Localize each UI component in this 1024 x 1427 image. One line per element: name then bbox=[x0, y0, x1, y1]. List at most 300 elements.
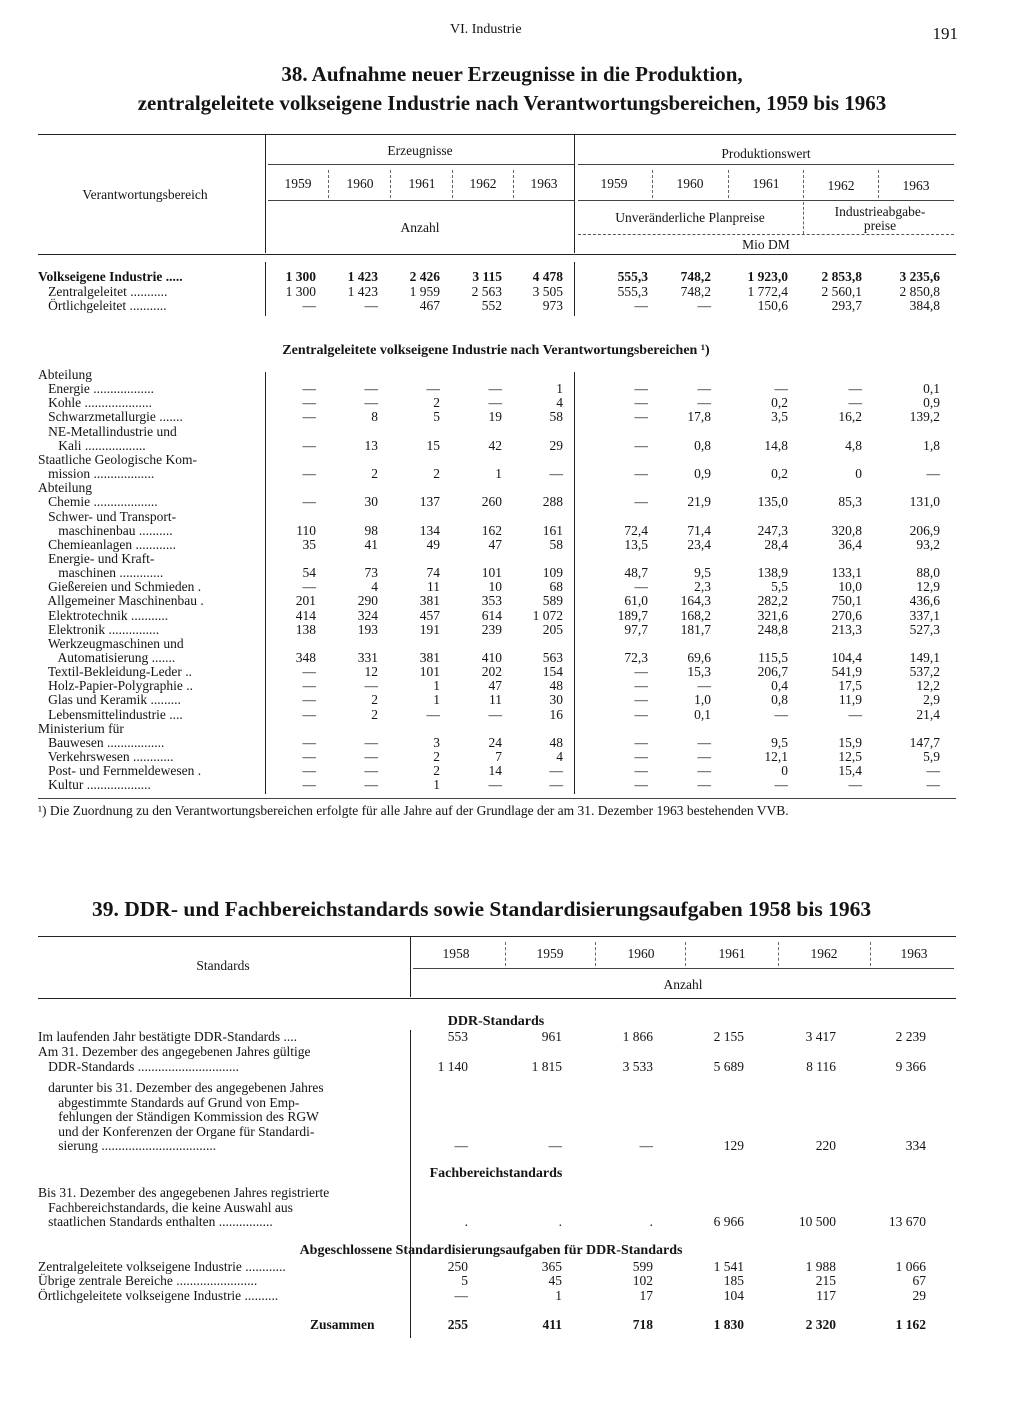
detail-row-cell: 11,9 bbox=[838, 692, 862, 708]
table39-year: 1961 bbox=[718, 946, 746, 961]
table39-cell: 13 670 bbox=[888, 1214, 926, 1229]
detail-row-label: Allgemeiner Maschinenbau . bbox=[38, 593, 204, 609]
table39-row-label: Im laufenden Jahr bestätigte DDR-Standards .... bbox=[38, 1029, 298, 1044]
detail-row-cell: 3 bbox=[433, 734, 440, 750]
group-erzeugnisse: Erzeugnisse bbox=[387, 143, 453, 158]
table39-divider bbox=[410, 937, 411, 997]
detail-row-label: Lebensmittelindustrie .... bbox=[38, 706, 183, 722]
detail-row-cell: — bbox=[848, 395, 862, 411]
table39-cell: 117 bbox=[816, 1288, 836, 1303]
detail-row-label: maschinenbau .......... bbox=[38, 522, 173, 538]
detail-row-cell: — bbox=[634, 664, 648, 680]
detail-row-cell: 131,0 bbox=[909, 494, 940, 510]
detail-row-cell: 270,6 bbox=[831, 607, 862, 623]
detail-row-cell: — bbox=[302, 749, 316, 765]
detail-row-label: NE-Metallindustrie und bbox=[38, 423, 177, 439]
table39-cell: 1 066 bbox=[895, 1259, 926, 1274]
detail-row-cell: — bbox=[302, 466, 316, 482]
detail-row-cell: 436,6 bbox=[909, 593, 940, 609]
summary-row-cell: 293,7 bbox=[831, 298, 862, 313]
detail-row-cell: — bbox=[634, 678, 648, 694]
table39-cell: 45 bbox=[548, 1273, 562, 1288]
table39-col-sep bbox=[595, 942, 596, 966]
unit-mio-dm: Mio DM bbox=[742, 237, 790, 252]
unit-preise: preise bbox=[863, 218, 897, 233]
detail-row-cell: 337,1 bbox=[909, 607, 940, 623]
detail-row-label: Schwarzmetallurgie ....... bbox=[38, 409, 183, 425]
detail-row-cell: 193 bbox=[357, 621, 378, 637]
detail-row-cell: 1,0 bbox=[694, 692, 711, 708]
detail-row-cell: — bbox=[302, 777, 316, 793]
detail-row-cell: 69,6 bbox=[687, 650, 711, 665]
detail-row-cell: 73 bbox=[364, 565, 378, 581]
detail-row-cell: 149,1 bbox=[909, 650, 940, 665]
detail-row-cell: 206,7 bbox=[757, 664, 788, 680]
summary-row-cell: — bbox=[697, 298, 711, 313]
detail-row-cell: 181,7 bbox=[680, 621, 711, 637]
table39-cell: . bbox=[464, 1214, 468, 1229]
table39-col-sep bbox=[870, 942, 871, 966]
detail-row-cell: 138,9 bbox=[757, 565, 788, 581]
detail-row-cell: — bbox=[697, 749, 711, 765]
detail-row-label: Abteilung bbox=[38, 480, 92, 496]
table39-cell: 8 116 bbox=[806, 1058, 836, 1074]
table39-cell: 553 bbox=[447, 1029, 468, 1044]
detail-row-cell: 21,4 bbox=[916, 706, 940, 722]
detail-row-cell: 2 bbox=[433, 466, 440, 482]
table39-cell: 5 bbox=[461, 1273, 468, 1288]
detail-row-cell: — bbox=[364, 678, 378, 694]
table39-cell: 1 541 bbox=[713, 1259, 744, 1274]
col-sep bbox=[390, 170, 391, 198]
detail-row-cell: 5 bbox=[433, 409, 440, 425]
detail-row-cell: 9,5 bbox=[771, 734, 788, 750]
summary-row-cell: 4 478 bbox=[532, 269, 563, 284]
summary-row-label: Volkseigene Industrie ..... bbox=[38, 269, 183, 284]
detail-row-cell: 12,1 bbox=[764, 749, 788, 765]
table39-section-heading: DDR-Standards bbox=[447, 1014, 545, 1029]
year-p-1959: 1959 bbox=[600, 176, 628, 191]
table39-cell: . bbox=[649, 1214, 653, 1229]
table39-cell: 6 966 bbox=[713, 1214, 744, 1229]
detail-row-cell: 36,4 bbox=[838, 536, 862, 552]
summary-row-cell: 3 115 bbox=[472, 269, 502, 284]
detail-row-cell: — bbox=[302, 381, 316, 397]
summary-row-label: Örtlichgeleitet ........... bbox=[38, 298, 167, 313]
col-sep bbox=[452, 170, 453, 198]
table39-row-label: Zusammen bbox=[310, 1317, 375, 1332]
detail-row-cell: 201 bbox=[295, 593, 316, 609]
unit-planpreise: Unveränderliche Planpreise bbox=[615, 210, 765, 225]
table38-title bbox=[0, 60, 1024, 118]
detail-row-cell: — bbox=[697, 395, 711, 411]
table39-cell: 215 bbox=[815, 1273, 836, 1288]
detail-row-cell: 7 bbox=[495, 749, 502, 765]
table39-row-label: darunter bis 31. Dezember des angegebenen Jahres abgestimmte Standards auf Grund von Emp- fehlungen der Ständigen Kommission des RGW und der Konferenzen der Organe für Standardi- sierung .................................. bbox=[48, 1080, 324, 1153]
table39-cell: — bbox=[548, 1138, 562, 1153]
detail-row-cell: 213,3 bbox=[831, 621, 862, 637]
detail-row-cell: — bbox=[364, 395, 378, 411]
detail-row-cell: 348 bbox=[295, 650, 316, 665]
detail-row-cell: — bbox=[364, 381, 378, 397]
detail-row-label: Ministerium für bbox=[38, 720, 124, 736]
detail-row-label: Gießereien und Schmieden . bbox=[38, 579, 202, 595]
detail-row-cell: — bbox=[302, 395, 316, 411]
detail-row-cell: 23,4 bbox=[687, 536, 711, 552]
detail-row-label: Post- und Fernmeldewesen . bbox=[38, 763, 202, 779]
table39-cell: 1 bbox=[555, 1288, 562, 1303]
detail-row-cell: 0,9 bbox=[694, 466, 711, 482]
table38-row-header: Verantwortungsbereich bbox=[82, 187, 208, 202]
summary-row-cell: 2 560,1 bbox=[821, 283, 862, 299]
detail-row-cell: 2 bbox=[371, 692, 378, 708]
detail-row-cell: 1 bbox=[433, 777, 440, 793]
detail-row-cell: 2 bbox=[433, 749, 440, 765]
detail-row-cell: 162 bbox=[481, 522, 502, 538]
detail-row-cell: — bbox=[488, 777, 502, 793]
detail-row-cell: 72,4 bbox=[624, 522, 648, 538]
summary-row-cell: 1 423 bbox=[347, 283, 378, 299]
detail-row-cell: 15,4 bbox=[838, 763, 862, 779]
detail-row-cell: — bbox=[302, 734, 316, 750]
rule-price bbox=[578, 234, 954, 235]
detail-row-cell: 537,2 bbox=[909, 664, 940, 680]
detail-row-cell: 104,4 bbox=[831, 650, 862, 665]
detail-row-cell: 135,0 bbox=[757, 494, 788, 510]
detail-row-label: Staatliche Geologische Kom- bbox=[38, 451, 197, 467]
detail-row-cell: 321,6 bbox=[757, 607, 788, 623]
summary-row-cell: 150,6 bbox=[757, 298, 788, 313]
summary-row-cell: 384,8 bbox=[909, 298, 940, 313]
year-p-1960: 1960 bbox=[676, 176, 704, 191]
summary-row-cell: 2 853,8 bbox=[821, 269, 862, 284]
detail-row-cell: 138 bbox=[295, 621, 316, 637]
summary-row-cell: — bbox=[364, 298, 378, 313]
detail-row-cell: — bbox=[697, 381, 711, 397]
table39-cell: 2 239 bbox=[895, 1029, 926, 1044]
table39-cell: 718 bbox=[632, 1317, 653, 1332]
detail-row-cell: 5,5 bbox=[771, 579, 788, 595]
year-p-1961: 1961 bbox=[752, 176, 780, 191]
detail-row-cell: 88,0 bbox=[916, 565, 940, 581]
detail-row-cell: 30 bbox=[549, 692, 563, 708]
detail-row-cell: — bbox=[634, 706, 648, 722]
detail-row-cell: — bbox=[634, 734, 648, 750]
detail-row-cell: 0,1 bbox=[694, 706, 711, 722]
summary-row-cell: 555,3 bbox=[617, 283, 648, 299]
detail-row-cell: — bbox=[302, 678, 316, 694]
detail-row-cell: 154 bbox=[542, 664, 563, 680]
detail-row-cell: 15 bbox=[426, 437, 440, 453]
section-header: VI. Industrie bbox=[450, 22, 522, 37]
detail-row-cell: 260 bbox=[481, 494, 502, 510]
table39-year: 1960 bbox=[627, 946, 655, 961]
detail-row-cell: 13,5 bbox=[624, 536, 648, 552]
table38-detail-divider bbox=[265, 372, 266, 794]
detail-row-label: Chemie ................... bbox=[38, 494, 158, 510]
detail-row-cell: 11 bbox=[427, 579, 440, 595]
table39-year: 1959 bbox=[536, 946, 564, 961]
detail-row-cell: 93,2 bbox=[916, 536, 940, 552]
rule-years2 bbox=[578, 200, 954, 201]
table39-cell: 1 140 bbox=[437, 1058, 468, 1074]
table38-title-line1: 38. Aufnahme neuer Erzeugnisse in die Produktion, bbox=[281, 62, 743, 86]
detail-row-cell: — bbox=[634, 749, 648, 765]
summary-row-cell: 467 bbox=[419, 298, 440, 313]
summary-row-cell: 748,2 bbox=[680, 283, 711, 299]
table39-row-header: Standards bbox=[196, 958, 250, 973]
detail-row-cell: 9,5 bbox=[694, 565, 711, 581]
summary-row-cell: — bbox=[302, 298, 316, 313]
detail-row-cell: — bbox=[848, 706, 862, 722]
detail-row-cell: 563 bbox=[542, 650, 563, 665]
year-e-1962: 1962 bbox=[469, 176, 497, 191]
detail-row-cell: 527,3 bbox=[909, 621, 940, 637]
detail-row-cell: — bbox=[774, 706, 788, 722]
summary-row-label: Zentralgeleitet ........... bbox=[38, 283, 168, 299]
detail-row-cell: 21,9 bbox=[687, 494, 711, 510]
table39-year: 1963 bbox=[900, 946, 928, 961]
table39-cell: 5 689 bbox=[713, 1058, 744, 1074]
table39-cell: 9 366 bbox=[895, 1058, 926, 1074]
detail-row-cell: 137 bbox=[419, 494, 440, 510]
detail-row-cell: 0 bbox=[781, 763, 788, 779]
table39-row-label: Übrige zentrale Bereiche ........................ bbox=[38, 1273, 258, 1288]
detail-row-cell: 0,2 bbox=[771, 466, 788, 482]
detail-row-label: Schwer- und Transport- bbox=[38, 508, 177, 524]
detail-row-cell: 58 bbox=[549, 536, 563, 552]
table39-title: 39. DDR- und Fachbereichstandards sowie Standardisierungsaufgaben 1958 bis 1963 bbox=[92, 897, 872, 921]
detail-row-cell: 10 bbox=[488, 579, 502, 595]
detail-row-label: Glas und Keramik ......... bbox=[38, 692, 181, 708]
detail-row-cell: — bbox=[426, 706, 440, 722]
detail-row-cell: 381 bbox=[419, 593, 440, 609]
detail-row-cell: 202 bbox=[481, 664, 502, 680]
detail-row-cell: 48 bbox=[549, 734, 563, 750]
detail-row-label: Verkehrswesen ............ bbox=[38, 749, 174, 765]
detail-row-label: Textil-Bekleidung-Leder .. bbox=[38, 664, 193, 680]
detail-row-cell: 12,5 bbox=[838, 749, 862, 765]
summary-row-cell: 3 505 bbox=[532, 283, 563, 299]
detail-row-label: Werkzeugmaschinen und bbox=[38, 635, 184, 651]
year-e-1959: 1959 bbox=[284, 176, 312, 191]
detail-row-cell: — bbox=[302, 409, 316, 425]
detail-row-cell: 139,2 bbox=[909, 409, 940, 425]
table39-cell: 104 bbox=[723, 1288, 744, 1303]
table39-cell: . bbox=[558, 1214, 562, 1229]
col-sep bbox=[728, 170, 729, 198]
table39-cell: 220 bbox=[815, 1138, 836, 1153]
summary-row-cell: 1 300 bbox=[285, 269, 316, 284]
detail-row-cell: 11 bbox=[489, 692, 502, 708]
col-sep bbox=[652, 170, 653, 198]
detail-row-cell: — bbox=[488, 395, 502, 411]
detail-row-cell: — bbox=[364, 734, 378, 750]
detail-row-cell: 5,9 bbox=[923, 749, 940, 765]
detail-row-cell: 1 bbox=[433, 678, 440, 694]
table38-divider-groups bbox=[574, 135, 575, 253]
detail-row-cell: — bbox=[634, 494, 648, 510]
detail-row-cell: 17,5 bbox=[838, 678, 862, 694]
detail-row-cell: 49 bbox=[426, 536, 440, 552]
detail-row-cell: 8 bbox=[371, 409, 378, 425]
detail-row-cell: 1 bbox=[433, 692, 440, 708]
table39-cell: 3 417 bbox=[805, 1029, 836, 1044]
table39-cell: 250 bbox=[447, 1259, 468, 1274]
detail-row-cell: 2 bbox=[433, 763, 440, 779]
detail-row-cell: 24 bbox=[488, 734, 502, 750]
detail-row-cell: 14 bbox=[488, 763, 502, 779]
detail-row-cell: 12,2 bbox=[916, 678, 940, 694]
table38-subheading: Zentralgeleitete volkseigene Industrie nach Verantwortungsbereichen ¹) bbox=[282, 343, 710, 358]
detail-row-cell: 4,8 bbox=[845, 437, 862, 453]
table39-cell: 17 bbox=[639, 1288, 653, 1303]
detail-row-cell: 353 bbox=[481, 593, 502, 609]
detail-row-cell: 1 072 bbox=[532, 607, 563, 623]
detail-row-cell: 85,3 bbox=[838, 494, 862, 510]
rule-years1 bbox=[268, 200, 574, 201]
table39-cell: — bbox=[454, 1288, 468, 1303]
detail-row-cell: — bbox=[549, 777, 563, 793]
detail-row-cell: — bbox=[302, 579, 316, 595]
detail-row-cell: — bbox=[302, 706, 316, 722]
detail-row-cell: 189,7 bbox=[617, 607, 648, 623]
detail-row-cell: 68 bbox=[549, 579, 563, 595]
detail-row-cell: 19 bbox=[488, 409, 502, 425]
table38-top-rule bbox=[38, 134, 956, 135]
summary-row-cell: 2 426 bbox=[409, 269, 440, 284]
detail-row-cell: — bbox=[488, 706, 502, 722]
table39-cell: 1 988 bbox=[805, 1259, 836, 1274]
detail-row-cell: 168,2 bbox=[680, 607, 711, 623]
detail-row-cell: 1 bbox=[556, 381, 563, 397]
table39-cell: 29 bbox=[912, 1288, 926, 1303]
unit-anzahl: Anzahl bbox=[400, 220, 440, 235]
detail-row-cell: — bbox=[634, 395, 648, 411]
detail-row-cell: 41 bbox=[364, 536, 378, 552]
table39-years-rule bbox=[413, 968, 954, 969]
summary-row-cell: 1 300 bbox=[285, 283, 316, 299]
detail-row-cell: — bbox=[634, 381, 648, 397]
detail-row-label: Bauwesen ................. bbox=[38, 734, 165, 750]
detail-row-cell: — bbox=[302, 763, 316, 779]
detail-row-cell: 0,2 bbox=[771, 395, 788, 411]
detail-row-cell: — bbox=[634, 763, 648, 779]
table39-col-sep bbox=[505, 942, 506, 966]
col-sep bbox=[803, 170, 804, 198]
detail-row-cell: 47 bbox=[488, 678, 502, 694]
table39-col-sep bbox=[778, 942, 779, 966]
detail-row-cell: 414 bbox=[295, 607, 316, 623]
table39-cell: 1 830 bbox=[713, 1317, 744, 1332]
col-sep bbox=[878, 170, 879, 198]
summary-row-cell: 2 563 bbox=[471, 283, 502, 299]
detail-row-cell: — bbox=[364, 749, 378, 765]
detail-row-cell: 35 bbox=[302, 536, 316, 552]
table39-cell: 1 162 bbox=[895, 1317, 926, 1332]
detail-row-cell: 72,3 bbox=[624, 650, 648, 665]
table38-body-divider bbox=[265, 262, 266, 316]
detail-row-cell: — bbox=[426, 381, 440, 397]
detail-row-cell: 4 bbox=[556, 395, 563, 411]
detail-row-label: Elektronik ............... bbox=[38, 621, 160, 637]
detail-row-cell: — bbox=[697, 777, 711, 793]
table39-cell: 3 533 bbox=[622, 1058, 653, 1074]
table39-year: 1962 bbox=[810, 946, 838, 961]
table39-row-label: Zentralgeleitete volkseigene Industrie ............ bbox=[38, 1259, 286, 1274]
detail-row-cell: 290 bbox=[357, 593, 378, 609]
year-e-1963: 1963 bbox=[530, 176, 558, 191]
detail-row-cell: — bbox=[302, 664, 316, 680]
col-sep bbox=[513, 170, 514, 198]
summary-row-cell: 748,2 bbox=[680, 269, 711, 284]
table39-cell: 334 bbox=[905, 1138, 926, 1153]
detail-row-label: Abteilung bbox=[38, 367, 92, 382]
detail-row-cell: 13 bbox=[364, 437, 378, 453]
detail-row-cell: 115,5 bbox=[758, 650, 788, 665]
detail-row-label: Kultur ................... bbox=[38, 777, 151, 793]
detail-row-label: Kali .................. bbox=[38, 437, 146, 453]
rule-produktionswert bbox=[578, 164, 954, 165]
table39-cell: 10 500 bbox=[798, 1214, 836, 1229]
detail-row-cell: 54 bbox=[302, 565, 316, 581]
detail-row-cell: 248,8 bbox=[757, 621, 788, 637]
detail-row-cell: 161 bbox=[542, 522, 563, 538]
detail-row-cell: 324 bbox=[357, 607, 378, 623]
detail-row-label: Chemieanlagen ............ bbox=[38, 536, 176, 552]
detail-row-cell: 0,1 bbox=[923, 381, 940, 397]
detail-row-cell: 0,4 bbox=[771, 678, 788, 694]
table39-cell: 129 bbox=[723, 1138, 744, 1153]
detail-row-cell: — bbox=[302, 494, 316, 510]
year-e-1960: 1960 bbox=[346, 176, 374, 191]
detail-row-label: mission .................. bbox=[38, 466, 155, 482]
detail-row-cell: 48,7 bbox=[624, 565, 648, 581]
table38-detail-divider2 bbox=[574, 372, 575, 794]
table39-cell: 67 bbox=[912, 1273, 926, 1288]
detail-row-cell: 247,3 bbox=[757, 522, 788, 538]
detail-row-label: Elektrotechnik ........... bbox=[38, 607, 169, 623]
table38-body-divider2 bbox=[574, 262, 575, 316]
page-number: 191 bbox=[932, 24, 958, 43]
detail-row-cell: — bbox=[549, 466, 563, 482]
table39-cell: 185 bbox=[723, 1273, 744, 1288]
detail-row-cell: 12,9 bbox=[916, 579, 940, 595]
detail-row-cell: — bbox=[634, 692, 648, 708]
detail-row-cell: — bbox=[848, 777, 862, 793]
table39-unit: Anzahl bbox=[663, 977, 703, 992]
detail-row-cell: 164,3 bbox=[680, 593, 711, 609]
table39-row-label: Bis 31. Dezember des angegebenen Jahres registrierte Fachbereichstandards, die keine Auswahl aus staatlichen Standards enthalten ................ bbox=[38, 1185, 330, 1229]
detail-row-cell: — bbox=[926, 466, 940, 482]
detail-row-cell: 2,3 bbox=[694, 579, 711, 595]
detail-row-cell: 14,8 bbox=[764, 437, 788, 453]
detail-row-cell: 282,2 bbox=[757, 593, 788, 609]
detail-row-cell: 61,0 bbox=[624, 593, 648, 609]
table39-cell: 1 815 bbox=[531, 1058, 562, 1074]
detail-row-cell: 42 bbox=[488, 437, 502, 453]
detail-row-cell: — bbox=[848, 381, 862, 397]
detail-row-cell: — bbox=[488, 381, 502, 397]
table39-cell: 365 bbox=[541, 1259, 562, 1274]
detail-row-cell: 110 bbox=[296, 522, 316, 538]
detail-row-cell: — bbox=[634, 579, 648, 595]
detail-row-cell: 381 bbox=[419, 650, 440, 665]
table38-footnote-rule bbox=[38, 798, 956, 799]
detail-row-cell: — bbox=[634, 466, 648, 482]
detail-row-cell: 205 bbox=[542, 621, 563, 637]
detail-row-cell: — bbox=[634, 409, 648, 425]
